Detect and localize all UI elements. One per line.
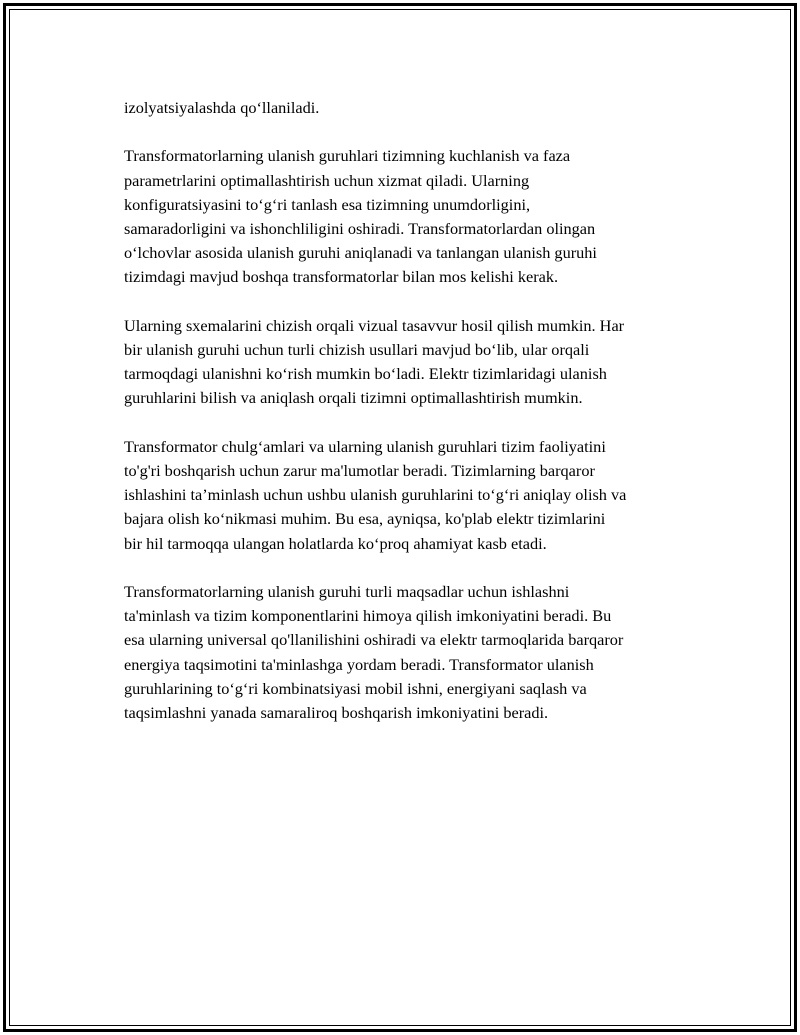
text-line: energiya taqsimotini ta'minlashga yordam beradi. Transformator ulanish	[124, 654, 594, 674]
paragraph-4	[124, 435, 704, 556]
text-line: ta'minlash va tizim komponentlarini himoya qilish imkoniyatini beradi. Bu	[124, 606, 612, 626]
text-line: tizimdagi mavjud boshqa transformatorlar bilan mos kelishi kerak.	[124, 267, 559, 287]
paragraph-1	[124, 96, 704, 120]
paragraph-5	[124, 580, 704, 725]
document-body	[124, 96, 704, 749]
text-line: bir hil tarmoqqa ulangan holatlarda ko‘proq ahamiyat kasb etadi.	[124, 533, 547, 553]
page-border	[3, 3, 797, 1032]
text-line: Transformator chulg‘amlari va ularning ulanish guruhlari tizim faoliyatini	[124, 436, 606, 456]
paragraph-2	[124, 144, 704, 289]
text-line: taqsimlashni yanada samaraliroq boshqarish imkoniyatini beradi.	[124, 703, 549, 723]
text-line: samaradorligini va ishonchliligini oshiradi. Transformatorlardan olingan	[124, 219, 596, 238]
text-line: esa ularning universal qo'llanilishini oshiradi va elektr tarmoqlarida barqaror	[124, 630, 624, 650]
text-line: guruhlarini bilish va aniqlash orqali tizimni optimallashtirish mumkin.	[124, 388, 583, 408]
text-line: Transformatorlarning ulanish guruhi turli maqsadlar uchun ishlashni	[124, 582, 570, 601]
text-line: konfiguratsiyasini to‘g‘ri tanlash esa tizimning unumdorligini,	[124, 194, 531, 214]
text-line: ishlashini ta’minlash uchun ushbu ulanish guruhlarini to‘g‘ri aniqlay olish va	[124, 485, 627, 505]
text-line: to'g'ri boshqarish uchun zarur ma'lumotlar beradi. Tizimlarning barqaror	[124, 461, 595, 480]
text-line: izolyatsiyalashda qo‘llaniladi.	[124, 98, 320, 117]
text-line: guruhlarining to‘g‘ri kombinatsiyasi mobil ishni, energiyani saqlash va	[124, 678, 587, 698]
text-line: parametrlarini optimallashtirish uchun xizmat qiladi. Ularning	[124, 170, 530, 190]
text-line: tarmoqdagi ulanishni ko‘rish mumkin bo‘ladi. Elektr tizimlaridagi ulanish	[124, 364, 607, 384]
text-line: Ularning sxemalarini chizish orqali vizual tasavvur hosil qilish mumkin. Har	[124, 315, 625, 335]
text-line: Transformatorlarning ulanish guruhlari tizimning kuchlanish va faza	[124, 146, 571, 166]
text-line: bir ulanish guruhi uchun turli chizish usullari mavjud bo‘lib, ular orqali	[124, 340, 590, 359]
text-line: o‘lchovlar asosida ulanish guruhi aniqlanadi va tanlangan ulanish guruhi	[124, 243, 597, 263]
text-line: bajara olish ko‘nikmasi muhim. Bu esa, ayniqsa, ko'plab elektr tizimlarini	[124, 509, 606, 529]
paragraph-3	[124, 314, 704, 411]
